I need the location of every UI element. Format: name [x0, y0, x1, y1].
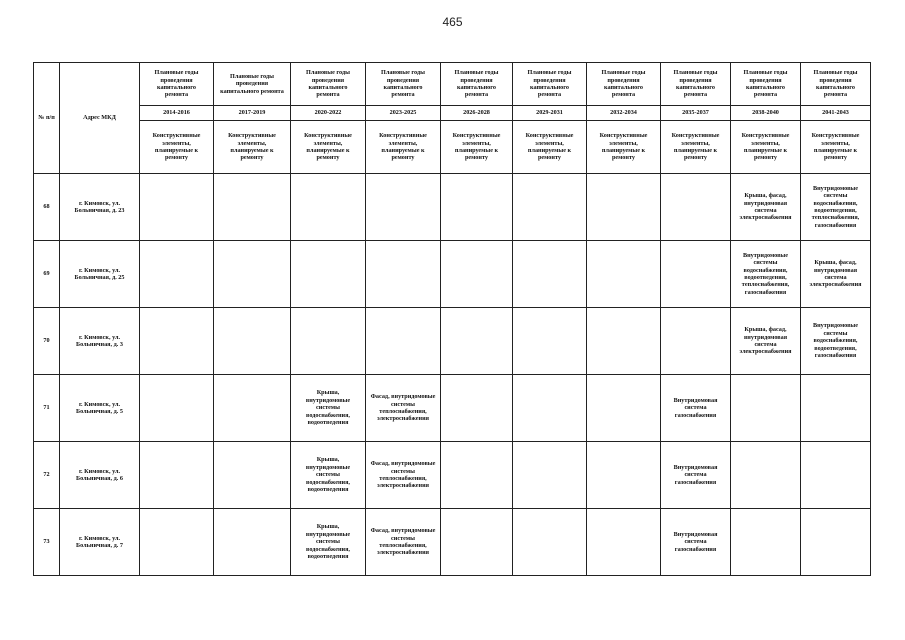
period-header: 2035-2037	[661, 106, 731, 121]
elements-header: Конструктивные элементы, планируемые к ремонту	[291, 121, 366, 174]
capital-repair-table	[33, 62, 871, 576]
repair-elements-cell	[441, 442, 513, 509]
plan-header: Плановые годы проведения капитального ремонта	[731, 63, 801, 106]
building-address: г. Кимовск, ул. Больничная, д. 23	[60, 174, 140, 241]
repair-elements-cell	[513, 308, 587, 375]
plan-header: Плановые годы проведения капитального ремонта	[291, 63, 366, 106]
row-number: 68	[34, 174, 60, 241]
repair-elements-cell: Крыша, внутридомовые системы водоснабжения, водоотведения	[291, 442, 366, 509]
repair-elements-cell	[587, 509, 661, 576]
row-number: 69	[34, 241, 60, 308]
period-header: 2023-2025	[366, 106, 441, 121]
elements-header: Конструктивные элементы, планируемые к ремонту	[731, 121, 801, 174]
repair-elements-cell: Крыша, фасад, внутридомовая система электроснабжения	[801, 241, 871, 308]
repair-elements-cell: Крыша, фасад, внутридомовая система электроснабжения	[731, 174, 801, 241]
repair-elements-cell	[140, 375, 214, 442]
building-address: г. Кимовск, ул. Больничная, д. 5	[60, 375, 140, 442]
header-row-elements	[34, 121, 871, 174]
elements-header: Конструктивные элементы, планируемые к ремонту	[441, 121, 513, 174]
period-header: 2020-2022	[291, 106, 366, 121]
period-header: 2041-2043	[801, 106, 871, 121]
repair-elements-cell	[587, 174, 661, 241]
table-row	[34, 375, 871, 442]
repair-elements-cell	[140, 442, 214, 509]
header-row-years	[34, 106, 871, 121]
repair-elements-cell	[661, 241, 731, 308]
period-header: 2032-2034	[587, 106, 661, 121]
repair-elements-cell	[366, 241, 441, 308]
header-row-plan	[34, 63, 871, 106]
repair-elements-cell	[214, 375, 291, 442]
elements-header: Конструктивные элементы, планируемые к ремонту	[140, 121, 214, 174]
building-address: г. Кимовск, ул. Больничная, д. 25	[60, 241, 140, 308]
repair-elements-cell: Крыша, внутридомовые системы водоснабжения, водоотведения	[291, 509, 366, 576]
address-header: Адрес МКД	[60, 63, 140, 174]
repair-elements-cell	[291, 174, 366, 241]
repair-elements-cell	[801, 375, 871, 442]
plan-header: Плановые годы проведения капитального ремонта	[513, 63, 587, 106]
page-number: 465	[442, 15, 463, 29]
plan-header: Плановые годы проведения капитального ремонта	[214, 63, 291, 106]
period-header: 2038-2040	[731, 106, 801, 121]
repair-elements-cell: Фасад, внутридомовые системы теплоснабжения, электроснабжения	[366, 442, 441, 509]
plan-header: Плановые годы проведения капитального ремонта	[587, 63, 661, 106]
repair-elements-cell	[366, 308, 441, 375]
repair-elements-cell	[801, 509, 871, 576]
elements-header: Конструктивные элементы, планируемые к ремонту	[366, 121, 441, 174]
num-header: № п/п	[34, 63, 60, 174]
table-row	[34, 174, 871, 241]
repair-elements-cell: Внутридомовая система газоснабжения	[661, 509, 731, 576]
repair-elements-cell: Внутридомовая система газоснабжения	[661, 375, 731, 442]
repair-elements-cell	[441, 308, 513, 375]
repair-elements-cell	[441, 174, 513, 241]
repair-elements-cell	[214, 442, 291, 509]
plan-header: Плановые годы проведения капитального ремонта	[801, 63, 871, 106]
table-row	[34, 509, 871, 576]
repair-elements-cell	[661, 174, 731, 241]
repair-elements-cell: Фасад, внутридомовые системы теплоснабжения, электроснабжения	[366, 509, 441, 576]
repair-elements-cell: Внутридомовые системы водоснабжения, водоотведения, теплоснабжения, газоснабжения	[731, 241, 801, 308]
repair-elements-cell	[513, 241, 587, 308]
repair-elements-cell	[140, 174, 214, 241]
repair-elements-cell	[441, 509, 513, 576]
building-address: г. Кимовск, ул. Больничная, д. 3	[60, 308, 140, 375]
repair-elements-cell	[140, 509, 214, 576]
plan-header: Плановые годы проведения капитального ремонта	[366, 63, 441, 106]
repair-elements-cell	[513, 442, 587, 509]
repair-elements-cell	[441, 241, 513, 308]
repair-elements-cell	[513, 174, 587, 241]
building-address: г. Кимовск, ул. Больничная, д. 6	[60, 442, 140, 509]
repair-elements-cell	[587, 442, 661, 509]
row-number: 70	[34, 308, 60, 375]
repair-elements-cell: Внутридомовые системы водоснабжения, водоотведения, теплоснабжения, газоснабжения	[801, 174, 871, 241]
repair-elements-cell	[214, 241, 291, 308]
repair-elements-cell	[513, 375, 587, 442]
repair-elements-cell	[587, 375, 661, 442]
row-number: 71	[34, 375, 60, 442]
repair-elements-cell	[731, 442, 801, 509]
elements-header: Конструктивные элементы, планируемые к ремонту	[587, 121, 661, 174]
building-address: г. Кимовск, ул. Больничная, д. 7	[60, 509, 140, 576]
repair-elements-cell	[441, 375, 513, 442]
elements-header: Конструктивные элементы, планируемые к ремонту	[513, 121, 587, 174]
table-row	[34, 442, 871, 509]
repair-elements-cell: Внутридомовые системы водоснабжения, водоотведения, газоснабжения	[801, 308, 871, 375]
repair-elements-cell: Крыша, внутридомовые системы водоснабжения, водоотведения	[291, 375, 366, 442]
repair-elements-cell	[291, 308, 366, 375]
plan-header: Плановые годы проведения капитального ремонта	[661, 63, 731, 106]
elements-header: Конструктивные элементы, планируемые к ремонту	[661, 121, 731, 174]
plan-header: Плановые годы проведения капитального ремонта	[140, 63, 214, 106]
period-header: 2017-2019	[214, 106, 291, 121]
row-number: 72	[34, 442, 60, 509]
repair-elements-cell	[587, 308, 661, 375]
repair-elements-cell	[587, 241, 661, 308]
repair-elements-cell: Фасад, внутридомовые системы теплоснабжения, электроснабжения	[366, 375, 441, 442]
table-row	[34, 308, 871, 375]
repair-elements-cell	[731, 509, 801, 576]
period-header: 2026-2028	[441, 106, 513, 121]
repair-elements-cell	[140, 241, 214, 308]
period-header: 2029-2031	[513, 106, 587, 121]
repair-elements-cell	[214, 174, 291, 241]
elements-header: Конструктивные элементы, планируемые к ремонту	[801, 121, 871, 174]
repair-elements-cell	[214, 509, 291, 576]
repair-elements-cell	[214, 308, 291, 375]
period-header: 2014-2016	[140, 106, 214, 121]
repair-elements-cell: Внутридомовая система газоснабжения	[661, 442, 731, 509]
repair-elements-cell	[661, 308, 731, 375]
repair-elements-cell: Крыша, фасад, внутридомовая система электроснабжения	[731, 308, 801, 375]
repair-elements-cell	[513, 509, 587, 576]
elements-header: Конструктивные элементы, планируемые к ремонту	[214, 121, 291, 174]
table-row	[34, 241, 871, 308]
plan-header: Плановые годы проведения капитального ремонта	[441, 63, 513, 106]
repair-elements-cell	[801, 442, 871, 509]
row-number: 73	[34, 509, 60, 576]
repair-elements-cell	[366, 174, 441, 241]
repair-elements-cell	[731, 375, 801, 442]
repair-elements-cell	[291, 241, 366, 308]
repair-elements-cell	[140, 308, 214, 375]
